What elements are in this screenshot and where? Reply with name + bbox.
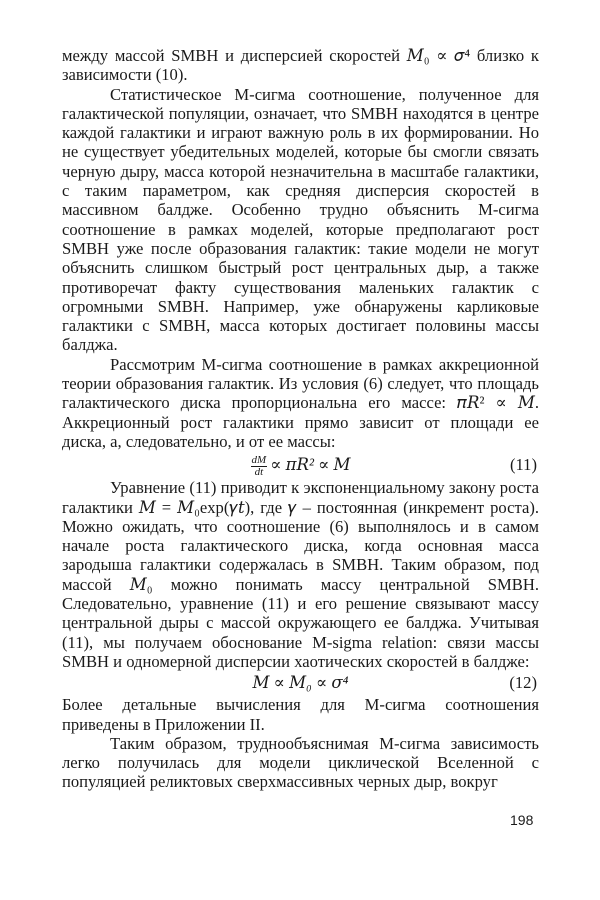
paragraph-exponential-growth: Уравнение (11) приводит к экспоненциальному закону роста галактики 𝑀 = 𝑀₀exp(𝛾𝑡), где 𝛾 – постоянная (инкремент роста). Можно ожидать, что соотношение (6) выполнялось и в самом начале роста галактического диска, когда основная масса зародыша галактики содержалась в SMBH. Таким образом, под массой 𝑀₀ можно понимать массу центральной SMBH. Следовательно, уравнение (11) и его решение связывают массу центральной дыры с массой окружающего ее балджа. Учитывая (11), мы получаем обоснование M-sigma relation: связи массы SMBH и одномерной дисперсии хаотических скоростей в балдже: bbox=[62, 478, 539, 671]
equation-12-formula: 𝑀 ∝ 𝑀₀ ∝ 𝜎⁴ bbox=[252, 673, 349, 693]
equation-11-number: (11) bbox=[509, 455, 537, 475]
page-number: 198 bbox=[510, 812, 534, 828]
equation-11-rest: ∝ 𝜋𝑅² ∝ 𝑀 bbox=[270, 455, 351, 475]
equation-11-fraction bbox=[251, 455, 268, 478]
equation-12-number: (12) bbox=[509, 673, 537, 693]
page-body bbox=[62, 46, 539, 792]
equation-12 bbox=[62, 671, 539, 695]
equation-11-denominator: dt bbox=[254, 465, 264, 478]
paragraph-conclusion: Таким образом, труднообъяснимая M-сигма зависимость легко получилась для модели циклической Вселенной с популяцией реликтовых сверхмассивных черных дыр, вокруг bbox=[62, 733, 539, 792]
paragraph-continuation: между массой SMBH и дисперсией скоростей 𝑀₀ ∝ 𝜎⁴ близко к зависимости (10). bbox=[62, 46, 539, 85]
equation-11-numerator: dM bbox=[251, 453, 267, 466]
paragraph-accretion-theory: Рассмотрим M-сигма соотношение в рамках аккреционной теории образования галактик. Из условия (6) следует, что площадь галактического диска пропорциональна его массе: 𝜋𝑅² ∝ 𝑀. Аккреционный рост галактики прямо зависит от площади ее диска, а, следовательно, и от ее массы: bbox=[62, 354, 539, 451]
paragraph-m-sigma-statistics: Статистическое M-сигма соотношение, полученное для галактической популяции, означает, что SMBH находятся в центре каждой галактики и играют важную роль в их формировании. Но не существует убедительных моделей, которые бы смогли связать черную дыру, масса которой незначительна в масштабе галактики, с таким параметром, как средняя дисперсия скоростей в массивном балдже. Особенно трудно объяснить M-сигма соотношение в рамках моделей, которые предполагают рост SMBH уже после образования галактик: такие модели не могут объяснить слишком быстрый рост центральных дыр, а также противоречат факту существования маленьких галактик с огромными SMBH. Например, уже обнаружены карликовые галактики с SMBH, масса которых достигает половины массы балджа. bbox=[62, 84, 539, 355]
equation-11 bbox=[62, 451, 539, 478]
paragraph-appendix-reference: Более детальные вычисления для M-сигма соотношения приведены в Приложении II. bbox=[62, 695, 539, 734]
equation-11-formula bbox=[62, 451, 539, 478]
